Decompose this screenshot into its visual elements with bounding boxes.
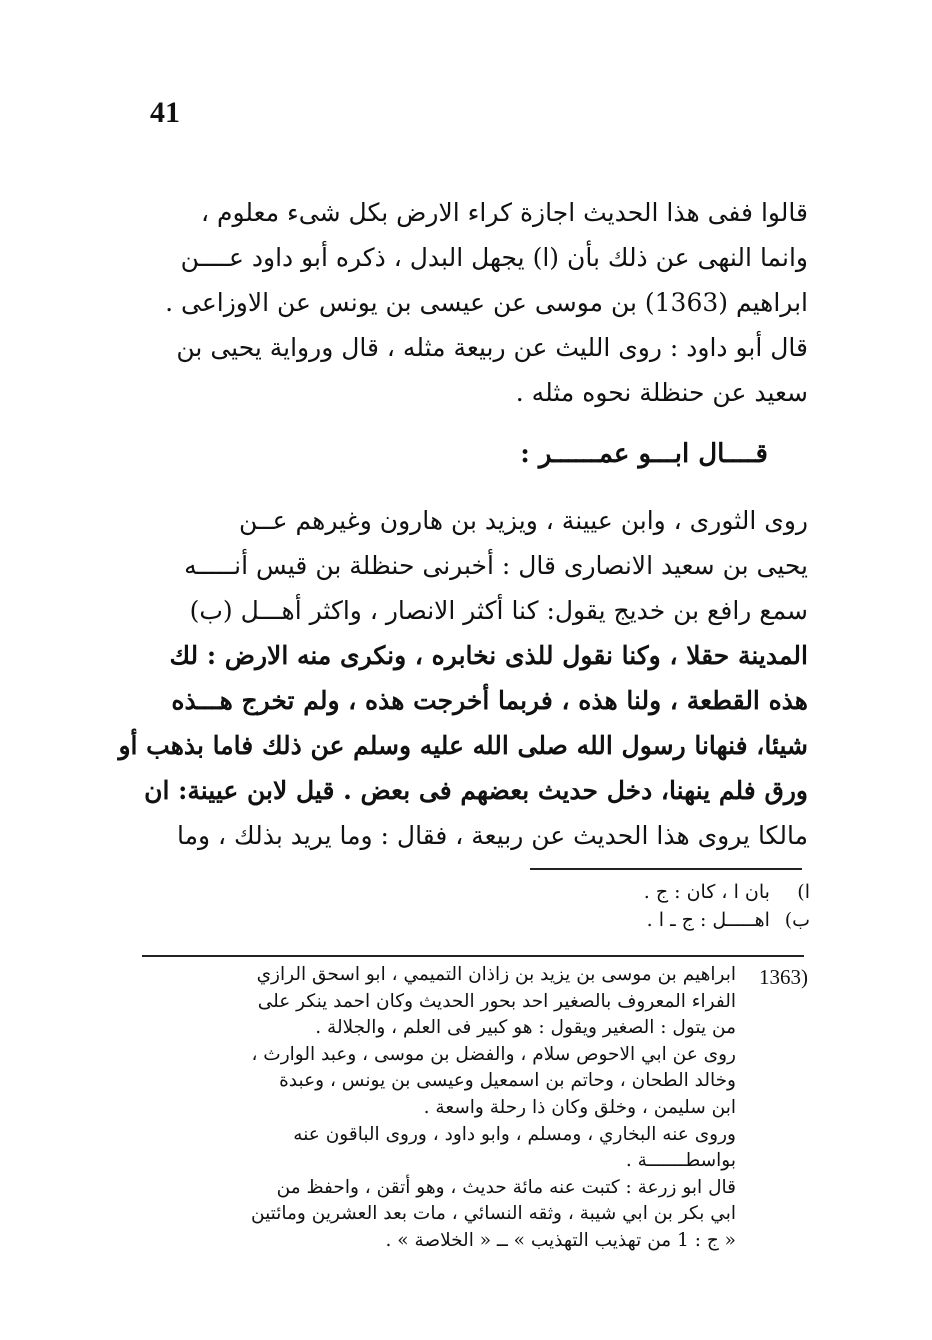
page-number: 41 bbox=[150, 96, 180, 129]
footnote-marker: ب) bbox=[784, 909, 810, 931]
text-line: هذه القطعة ، ولنا هذه ، فربما أخرجت هذه ، ولم تخرج هـــذه bbox=[171, 686, 808, 715]
biography-line: روى عن ابي الاحوص سلام ، والفضل بن موسى ، وعبد الوارث ، bbox=[251, 1043, 736, 1065]
text-line: وانما النهى عن ذلك بأن (ا) يجهل البدل ، ذكره أبو داود عــــن bbox=[180, 243, 808, 272]
biography-divider bbox=[142, 955, 804, 957]
biography-line: ابن سليمن ، وخلق وكان ذا رحلة واسعة . bbox=[423, 1096, 736, 1118]
biography-line: وخالد الطحان ، وحاتم بن اسمعيل وعيسى بن يونس ، وعبدة bbox=[279, 1070, 736, 1092]
biography-note bbox=[136, 962, 808, 1255]
biography-line: من يتول : الصغير ويقول : هو كبير فى العلم ، والجلالة . bbox=[315, 1017, 736, 1039]
footnote-divider bbox=[530, 868, 802, 870]
section-heading: قــــال ابـــو عمــــــر : bbox=[520, 439, 768, 469]
text-line: روى الثورى ، وابن عيينة ، ويزيد بن هارون وغيرهم عــن bbox=[238, 506, 808, 535]
biography-line: وروى عنه البخاري ، ومسلم ، وابو داود ، وروى الباقون عنه bbox=[293, 1123, 736, 1145]
text-line: سمع رافع بن خديج يقول: كنا أكثر الانصار ، واكثر أهـــل (ب) bbox=[189, 596, 808, 625]
biography-line: « ج : 1 من تهذيب التهذيب » ــ « الخلاصة » . bbox=[385, 1229, 736, 1251]
text-line: قال أبو داود : روى الليث عن ربيعة مثله ، قال ورواية يحيى بن bbox=[176, 333, 808, 362]
text-line: ورق فلم ينهنا، دخل حديث بعضهم فى بعض . قيل لابن عيينة: ان bbox=[144, 776, 808, 805]
biography-line: ابي بكر بن ابي شيبة ، وثقه النسائي ، مات بعد العشرين ومائتين bbox=[250, 1203, 736, 1225]
text-line: يحيى بن سعيد الانصارى قال : أخبرنى حنظلة بن قيس أنـــــه bbox=[184, 551, 808, 580]
main-paragraph-2 bbox=[118, 498, 808, 858]
text-line: مالكا يروى هذا الحديث عن ربيعة ، فقال : وما يريد بذلك ، وما bbox=[176, 821, 808, 850]
text-line: المدينة حقلا ، وكنا نقول للذى نخابره ، ونكرى منه الارض : لك bbox=[169, 641, 808, 670]
footnote-marker: ا) bbox=[797, 881, 810, 903]
footnote-text: اهـــــل : ج ـ ا . bbox=[646, 909, 770, 931]
text-line: سعيد عن حنظلة نحوه مثله . bbox=[515, 378, 808, 407]
biography-number: (1363 bbox=[759, 965, 808, 989]
text-line: شيئا، فنهانا رسول الله صلى الله عليه وسلم عن ذلك فاما بذهب أو bbox=[118, 731, 808, 760]
biography-line: ابراهيم بن موسى بن يزيد بن زاذان التميمي ، ابو اسحق الرازي bbox=[256, 964, 736, 985]
biography-line: قال ابو زرعة : كتبت عنه مائة حديث ، وهو أتقن ، واحفظ من bbox=[276, 1176, 736, 1198]
footnote bbox=[560, 878, 810, 906]
footnote bbox=[560, 906, 810, 934]
biography-line: الفراء المعروف بالصغير احد بحور الحديث وكان احمد ينكر على bbox=[257, 990, 736, 1012]
biography-line: بواسطـــــــة . bbox=[625, 1150, 736, 1172]
text-line: ابراهيم (1363) بن موسى عن عيسى بن يونس عن الاوزاعى . bbox=[165, 288, 808, 317]
footnote-text: بان ا ، كان : ج . bbox=[643, 881, 770, 903]
text-line: قالوا ففى هذا الحديث اجازة كراء الارض بكل شىء معلوم ، bbox=[200, 198, 808, 227]
main-paragraph-1 bbox=[128, 190, 808, 415]
footnotes bbox=[560, 878, 810, 934]
